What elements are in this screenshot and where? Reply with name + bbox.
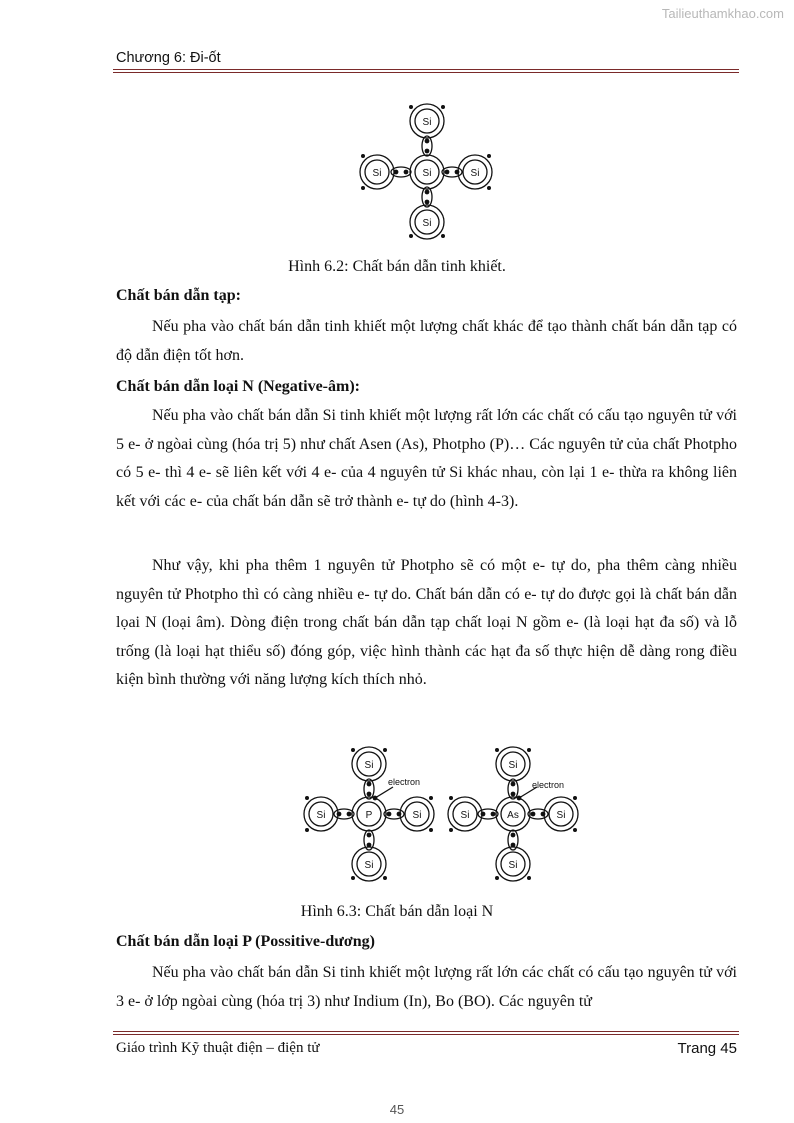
atom-label-left: Si [460,810,470,821]
electron-label: electron [388,777,421,787]
electron-label: electron [532,780,565,790]
paragraph-impure: Nếu pha vào chất bán dẫn tinh khiết một lượng chất khác để tạo thành chất bán dẫn tạp có độ dẫn điện tốt hơn. [116,318,737,364]
atom-label-right: Si [412,810,422,821]
chapter-header: Chương 6: Đi-ốt [116,50,221,66]
atom-label-left: Si [316,810,326,821]
atom-label-center: As [507,810,519,821]
footer-page-label: Trang 45 [677,1040,737,1057]
heading-p-type: Chất bán dẫn loại P (Possitive-dương) [116,933,375,950]
atom-label-center: Si [422,168,432,179]
watermark: Tailieuthamkhao.com [661,6,784,21]
heading-impure-semiconductor: Chất bán dẫn tạp: [116,287,241,304]
atom-label-bottom: Si [364,860,374,871]
paragraph-n-type-1: Nếu pha vào chất bán dẫn Si tinh khiết một lượng rất lớn các chất có cấu tạo nguyên tử với 5 e- ở ngòai cùng (hóa trị 5) như chất Asen (As), Photpho (P)… Các nguyên tử của chất Photpho có 5 e- thì 4 e- sẽ liên kết với 4 e- của 4 nguyên tử Si khác nhau, còn lại 1 e- thừa ra không liên kết với các e- của chất bán dẫn sẽ trở thành e- tự do (hình 4-3). [116,407,737,510]
atom-label-right: Si [470,168,480,179]
figure-n-type-arsenic [442,742,592,892]
figure1-caption: Hình 6.2: Chất bán dẫn tinh khiết. [288,258,506,275]
atom-label-right: Si [556,810,566,821]
atom-label-top: Si [422,117,432,128]
page-number: 45 [389,1102,405,1117]
heading-n-type: Chất bán dẫn loại N (Negative-âm): [116,378,360,395]
header-rule [113,69,739,70]
paragraph-p-type: Nếu pha vào chất bán dẫn Si tinh khiết một lượng rất lớn các chất có cấu tạo nguyên tử với 3 e- ở lớp ngòai cùng (hóa trị 3) như Indium (In), Bo (BO). Các nguyên tử [116,964,737,1010]
footer-rule-secondary [113,1034,739,1035]
atom-label-top: Si [508,760,518,771]
atom-label-center: P [365,810,373,821]
footer-rule [113,1031,739,1032]
figure-pure-semiconductor [350,98,500,246]
footer-book-title: Giáo trình Kỹ thuật điện – điện tử [116,1040,320,1056]
atom-label-bottom: Si [508,860,518,871]
figure2-caption: Hình 6.3: Chất bán dẫn loại N [300,903,494,920]
figure-n-type-phosphorus [296,742,446,892]
paragraph-n-type-2: Như vậy, khi pha thêm 1 nguyên tử Photpho sẽ có một e- tự do, pha thêm càng nhiều nguyên tử Photpho thì có càng nhiều e- tự do. Chất bán dẫn có e- tự do được gọi là chất bán dẫn lọai N (loại âm). Dòng điện trong chất bán dẫn tạp chất loại N gồm e- (là loại hạt đa số) và lỗ trống (là loại hạt thiểu số) đóng góp, việc hình thành các hạt đa số thực hiện dễ dàng rong điều kiện bình thường với năng lượng kích thích nhỏ. [116,557,737,689]
atom-label-top: Si [364,760,374,771]
atom-label-left: Si [372,168,382,179]
atom-label-bottom: Si [422,218,432,229]
header-rule-secondary [113,72,739,73]
